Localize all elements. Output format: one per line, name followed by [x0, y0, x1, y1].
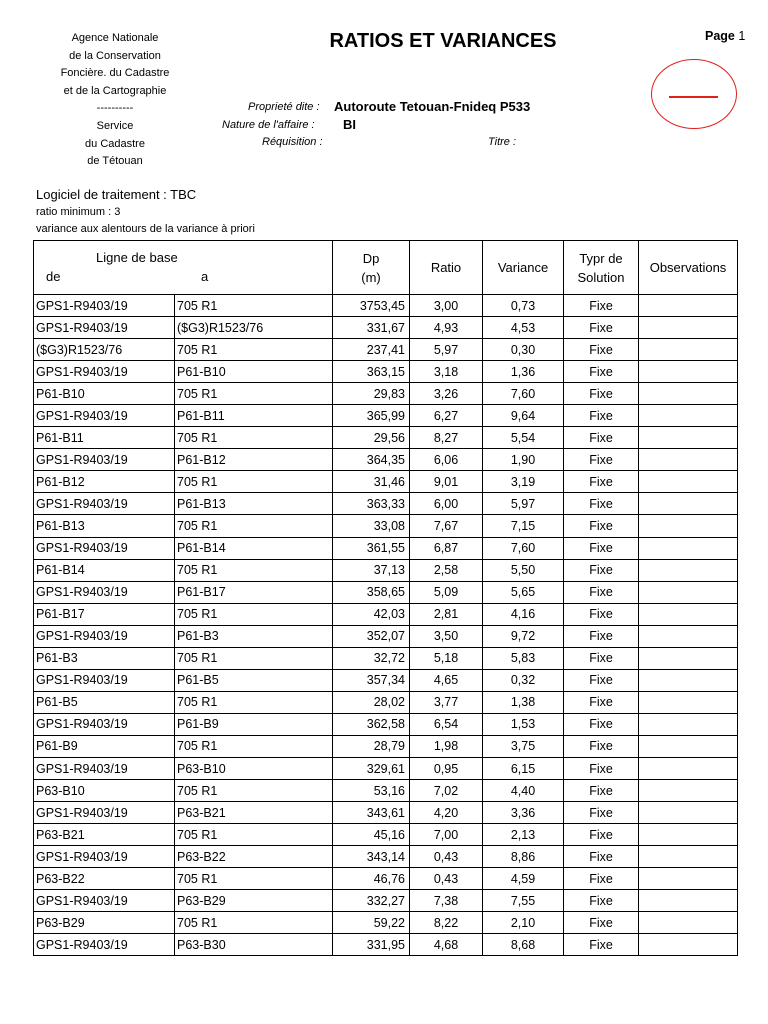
header-type-solution: [564, 241, 639, 295]
cell-ratio: 6,00: [410, 493, 483, 515]
cell-de: GPS1-R9403/19: [34, 890, 175, 912]
page-indicator: [705, 29, 745, 43]
cell-observations: [639, 581, 738, 603]
table-row: [34, 757, 738, 779]
header-variance: Variance: [483, 241, 564, 295]
cell-a: P61-B12: [175, 449, 333, 471]
cell-type: Fixe: [564, 780, 639, 802]
cell-dp: 28,02: [333, 691, 410, 713]
cell-type: Fixe: [564, 339, 639, 361]
cell-de: P61-B9: [34, 735, 175, 757]
cell-type: Fixe: [564, 846, 639, 868]
cell-a: 705 R1: [175, 647, 333, 669]
cell-variance: 0,73: [483, 295, 564, 317]
cell-dp: 352,07: [333, 625, 410, 647]
cell-de: GPS1-R9403/19: [34, 295, 175, 317]
cell-a: 705 R1: [175, 383, 333, 405]
cell-de: GPS1-R9403/19: [34, 405, 175, 427]
cell-ratio: 7,67: [410, 515, 483, 537]
cell-variance: 6,15: [483, 757, 564, 779]
cell-a: 705 R1: [175, 603, 333, 625]
table-row: [34, 735, 738, 757]
table-row: [34, 912, 738, 934]
cell-type: Fixe: [564, 824, 639, 846]
cell-a: P61-B3: [175, 625, 333, 647]
cell-dp: 33,08: [333, 515, 410, 537]
cell-observations: [639, 405, 738, 427]
cell-ratio: 3,26: [410, 383, 483, 405]
cell-de: GPS1-R9403/19: [34, 669, 175, 691]
cell-variance: 5,97: [483, 493, 564, 515]
table-row: [34, 691, 738, 713]
header-type-line1: Typr de: [579, 250, 623, 266]
cell-dp: 45,16: [333, 824, 410, 846]
cell-de: GPS1-R9403/19: [34, 493, 175, 515]
table-row: [34, 339, 738, 361]
table-row: [34, 515, 738, 537]
cell-variance: 4,53: [483, 317, 564, 339]
page-number: 1: [738, 29, 746, 43]
cell-observations: [639, 625, 738, 647]
cell-dp: 331,95: [333, 934, 410, 956]
cell-type: Fixe: [564, 757, 639, 779]
cell-ratio: 3,77: [410, 691, 483, 713]
cell-a: P61-B11: [175, 405, 333, 427]
cell-dp: 29,56: [333, 427, 410, 449]
cell-observations: [639, 735, 738, 757]
cell-ratio: 3,18: [410, 361, 483, 383]
cell-type: Fixe: [564, 493, 639, 515]
table-row: [34, 824, 738, 846]
cell-type: Fixe: [564, 912, 639, 934]
cell-observations: [639, 339, 738, 361]
cell-variance: 3,19: [483, 471, 564, 493]
cell-de: P61-B11: [34, 427, 175, 449]
cell-de: GPS1-R9403/19: [34, 757, 175, 779]
agency-line: Service: [96, 119, 134, 132]
cell-de: P61-B10: [34, 383, 175, 405]
cell-type: Fixe: [564, 537, 639, 559]
cell-ratio: 5,18: [410, 647, 483, 669]
cell-a: P61-B10: [175, 361, 333, 383]
cell-a: 705 R1: [175, 824, 333, 846]
cell-de: GPS1-R9403/19: [34, 361, 175, 383]
logiciel-text: Logiciel de traitement : TBC: [36, 187, 197, 202]
cell-dp: 332,27: [333, 890, 410, 912]
cell-ratio: 0,95: [410, 757, 483, 779]
titre-label: Titre :: [488, 136, 517, 148]
cell-ratio: 4,68: [410, 934, 483, 956]
cell-type: Fixe: [564, 427, 639, 449]
cell-variance: 7,60: [483, 537, 564, 559]
cell-ratio: 2,81: [410, 603, 483, 625]
cell-type: Fixe: [564, 295, 639, 317]
cell-ratio: 8,27: [410, 427, 483, 449]
page-label: Page: [705, 29, 735, 43]
cell-observations: [639, 559, 738, 581]
cell-type: Fixe: [564, 515, 639, 537]
table-row: [34, 295, 738, 317]
cell-type: Fixe: [564, 713, 639, 735]
table-row: [34, 625, 738, 647]
cell-observations: [639, 603, 738, 625]
header-dp-line2: (m): [361, 269, 381, 285]
table-row: [34, 868, 738, 890]
table-row: [34, 405, 738, 427]
header-ligne-de-base: [34, 241, 333, 295]
cell-a: P61-B14: [175, 537, 333, 559]
table-row: [34, 449, 738, 471]
cell-de: P61-B14: [34, 559, 175, 581]
cell-a: 705 R1: [175, 515, 333, 537]
cell-type: Fixe: [564, 691, 639, 713]
cell-ratio: 8,22: [410, 912, 483, 934]
cell-ratio: 3,00: [410, 295, 483, 317]
cell-ratio: 6,54: [410, 713, 483, 735]
cell-observations: [639, 493, 738, 515]
cell-a: P61-B13: [175, 493, 333, 515]
cell-type: Fixe: [564, 934, 639, 956]
table-row: [34, 890, 738, 912]
header-ligne-label: Ligne de base: [96, 250, 178, 265]
cell-variance: 5,83: [483, 647, 564, 669]
cell-de: GPS1-R9403/19: [34, 802, 175, 824]
variance-note-text: variance aux alentours de la variance à priori: [36, 223, 255, 235]
cell-variance: 0,32: [483, 669, 564, 691]
nature-value: BI: [343, 117, 356, 132]
cell-dp: 365,99: [333, 405, 410, 427]
cell-variance: 0,30: [483, 339, 564, 361]
cell-ratio: 0,43: [410, 846, 483, 868]
table-row: [34, 383, 738, 405]
agency-line: et de la Cartographie: [63, 84, 167, 97]
cell-de: GPS1-R9403/19: [34, 625, 175, 647]
cell-de: ($G3)R1523/76: [34, 339, 175, 361]
table-row: [34, 603, 738, 625]
cell-variance: 4,59: [483, 868, 564, 890]
cell-dp: 3753,45: [333, 295, 410, 317]
cell-variance: 1,90: [483, 449, 564, 471]
cell-a: 705 R1: [175, 295, 333, 317]
cell-variance: 9,72: [483, 625, 564, 647]
cell-variance: 1,38: [483, 691, 564, 713]
cell-type: Fixe: [564, 559, 639, 581]
cell-ratio: 6,06: [410, 449, 483, 471]
cell-dp: 31,46: [333, 471, 410, 493]
cell-dp: 237,41: [333, 339, 410, 361]
cell-observations: [639, 537, 738, 559]
cell-dp: 32,72: [333, 647, 410, 669]
cell-dp: 362,58: [333, 713, 410, 735]
cell-de: GPS1-R9403/19: [34, 537, 175, 559]
cell-de: P63-B21: [34, 824, 175, 846]
cell-variance: 5,54: [483, 427, 564, 449]
cell-dp: 364,35: [333, 449, 410, 471]
cell-variance: 3,36: [483, 802, 564, 824]
red-stamp-circle: [651, 59, 737, 129]
cell-de: P63-B10: [34, 780, 175, 802]
cell-dp: 46,76: [333, 868, 410, 890]
cell-a: P61-B17: [175, 581, 333, 603]
table-row: [34, 802, 738, 824]
stamp-line: [669, 96, 718, 98]
table-row: [34, 493, 738, 515]
cell-dp: 37,13: [333, 559, 410, 581]
cell-a: ($G3)R1523/76: [175, 317, 333, 339]
cell-variance: 5,50: [483, 559, 564, 581]
cell-type: Fixe: [564, 669, 639, 691]
cell-observations: [639, 713, 738, 735]
cell-variance: 1,53: [483, 713, 564, 735]
cell-observations: [639, 383, 738, 405]
cell-a: 705 R1: [175, 471, 333, 493]
cell-a: 705 R1: [175, 912, 333, 934]
cell-de: P63-B22: [34, 868, 175, 890]
header-dp-line1: Dp: [362, 250, 380, 266]
cell-ratio: 1,98: [410, 735, 483, 757]
cell-type: Fixe: [564, 471, 639, 493]
cell-ratio: 7,02: [410, 780, 483, 802]
cell-observations: [639, 691, 738, 713]
agency-separator: ----------: [96, 102, 134, 115]
cell-ratio: 5,09: [410, 581, 483, 603]
requisition-label: Réquisition :: [262, 136, 323, 148]
cell-dp: 343,14: [333, 846, 410, 868]
cell-variance: 4,16: [483, 603, 564, 625]
cell-type: Fixe: [564, 603, 639, 625]
cell-de: GPS1-R9403/19: [34, 846, 175, 868]
cell-observations: [639, 295, 738, 317]
cell-a: 705 R1: [175, 559, 333, 581]
table-row: [34, 317, 738, 339]
cell-dp: 357,34: [333, 669, 410, 691]
cell-a: P63-B29: [175, 890, 333, 912]
table-row: [34, 669, 738, 691]
table-row: [34, 537, 738, 559]
cell-de: P63-B29: [34, 912, 175, 934]
header-ratio: Ratio: [410, 241, 483, 295]
cell-de: P61-B17: [34, 603, 175, 625]
cell-dp: 28,79: [333, 735, 410, 757]
cell-de: P61-B12: [34, 471, 175, 493]
propriete-value: Autoroute Tetouan-Fnideq P533: [334, 99, 531, 114]
cell-observations: [639, 890, 738, 912]
cell-de: P61-B13: [34, 515, 175, 537]
nature-label: Nature de l'affaire :: [222, 119, 315, 131]
cell-dp: 29,83: [333, 383, 410, 405]
cell-ratio: 9,01: [410, 471, 483, 493]
cell-type: Fixe: [564, 317, 639, 339]
cell-type: Fixe: [564, 868, 639, 890]
cell-observations: [639, 802, 738, 824]
cell-observations: [639, 471, 738, 493]
table-row: [34, 713, 738, 735]
cell-ratio: 7,00: [410, 824, 483, 846]
cell-variance: 9,64: [483, 405, 564, 427]
agency-line: Agence Nationale: [71, 32, 159, 44]
table-row: [34, 427, 738, 449]
cell-type: Fixe: [564, 361, 639, 383]
cell-type: Fixe: [564, 405, 639, 427]
table-row: [34, 361, 738, 383]
header-de-label: de: [46, 269, 61, 284]
cell-ratio: 4,93: [410, 317, 483, 339]
cell-type: Fixe: [564, 647, 639, 669]
cell-observations: [639, 647, 738, 669]
cell-dp: 363,33: [333, 493, 410, 515]
agency-line: de Tétouan: [87, 155, 143, 168]
cell-observations: [639, 515, 738, 537]
cell-a: 705 R1: [175, 339, 333, 361]
cell-variance: 8,68: [483, 934, 564, 956]
cell-observations: [639, 361, 738, 383]
cell-type: Fixe: [564, 383, 639, 405]
cell-a: 705 R1: [175, 691, 333, 713]
cell-variance: 1,36: [483, 361, 564, 383]
cell-ratio: 4,65: [410, 669, 483, 691]
table-row: [34, 581, 738, 603]
table-header-row: [34, 241, 738, 295]
cell-a: P63-B10: [175, 757, 333, 779]
cell-a: 705 R1: [175, 427, 333, 449]
cell-dp: 42,03: [333, 603, 410, 625]
table-row: [34, 846, 738, 868]
cell-ratio: 4,20: [410, 802, 483, 824]
cell-variance: 2,13: [483, 824, 564, 846]
agency-line: Foncière. du Cadastre: [60, 67, 170, 80]
cell-ratio: 6,87: [410, 537, 483, 559]
cell-de: GPS1-R9403/19: [34, 317, 175, 339]
cell-de: P61-B3: [34, 647, 175, 669]
cell-ratio: 7,38: [410, 890, 483, 912]
cell-a: 705 R1: [175, 735, 333, 757]
document-title: RATIOS ET VARIANCES: [329, 30, 557, 52]
ratio-min-text: ratio minimum : 3: [36, 206, 121, 218]
header-a-label: a: [201, 269, 209, 284]
cell-observations: [639, 868, 738, 890]
header-dp: [333, 241, 410, 295]
cell-observations: [639, 780, 738, 802]
cell-a: 705 R1: [175, 780, 333, 802]
cell-dp: 59,22: [333, 912, 410, 934]
cell-variance: 7,55: [483, 890, 564, 912]
cell-type: Fixe: [564, 625, 639, 647]
table-row: [34, 647, 738, 669]
cell-de: GPS1-R9403/19: [34, 934, 175, 956]
cell-variance: 3,75: [483, 735, 564, 757]
cell-dp: 361,55: [333, 537, 410, 559]
cell-a: P61-B9: [175, 713, 333, 735]
cell-type: Fixe: [564, 802, 639, 824]
cell-a: P63-B30: [175, 934, 333, 956]
cell-type: Fixe: [564, 581, 639, 603]
cell-ratio: 0,43: [410, 868, 483, 890]
cell-variance: 7,60: [483, 383, 564, 405]
cell-dp: 331,67: [333, 317, 410, 339]
table-row: [34, 471, 738, 493]
cell-ratio: 5,97: [410, 339, 483, 361]
cell-variance: 7,15: [483, 515, 564, 537]
cell-type: Fixe: [564, 449, 639, 471]
table-row: [34, 934, 738, 956]
cell-observations: [639, 824, 738, 846]
table-row: [34, 780, 738, 802]
ratios-table: [33, 240, 738, 956]
cell-observations: [639, 669, 738, 691]
cell-observations: [639, 912, 738, 934]
cell-dp: 329,61: [333, 757, 410, 779]
cell-observations: [639, 449, 738, 471]
cell-observations: [639, 846, 738, 868]
cell-ratio: 6,27: [410, 405, 483, 427]
cell-de: GPS1-R9403/19: [34, 713, 175, 735]
cell-variance: 8,86: [483, 846, 564, 868]
cell-variance: 2,10: [483, 912, 564, 934]
cell-a: P61-B5: [175, 669, 333, 691]
cell-variance: 4,40: [483, 780, 564, 802]
cell-de: GPS1-R9403/19: [34, 449, 175, 471]
cell-a: P63-B22: [175, 846, 333, 868]
cell-type: Fixe: [564, 890, 639, 912]
cell-observations: [639, 317, 738, 339]
cell-dp: 343,61: [333, 802, 410, 824]
cell-type: Fixe: [564, 735, 639, 757]
agency-line: de la Conservation: [69, 49, 161, 62]
cell-dp: 358,65: [333, 581, 410, 603]
cell-dp: 363,15: [333, 361, 410, 383]
header-type-line2: Solution: [577, 269, 625, 285]
header-observations: Observations: [639, 241, 738, 295]
cell-dp: 53,16: [333, 780, 410, 802]
cell-observations: [639, 934, 738, 956]
cell-a: 705 R1: [175, 868, 333, 890]
agency-line: du Cadastre: [85, 137, 145, 150]
propriete-label: Proprieté dite :: [248, 101, 320, 113]
cell-ratio: 2,58: [410, 559, 483, 581]
cell-de: GPS1-R9403/19: [34, 581, 175, 603]
cell-de: P61-B5: [34, 691, 175, 713]
cell-ratio: 3,50: [410, 625, 483, 647]
table-row: [34, 559, 738, 581]
cell-variance: 5,65: [483, 581, 564, 603]
cell-observations: [639, 427, 738, 449]
cell-a: P63-B21: [175, 802, 333, 824]
cell-observations: [639, 757, 738, 779]
